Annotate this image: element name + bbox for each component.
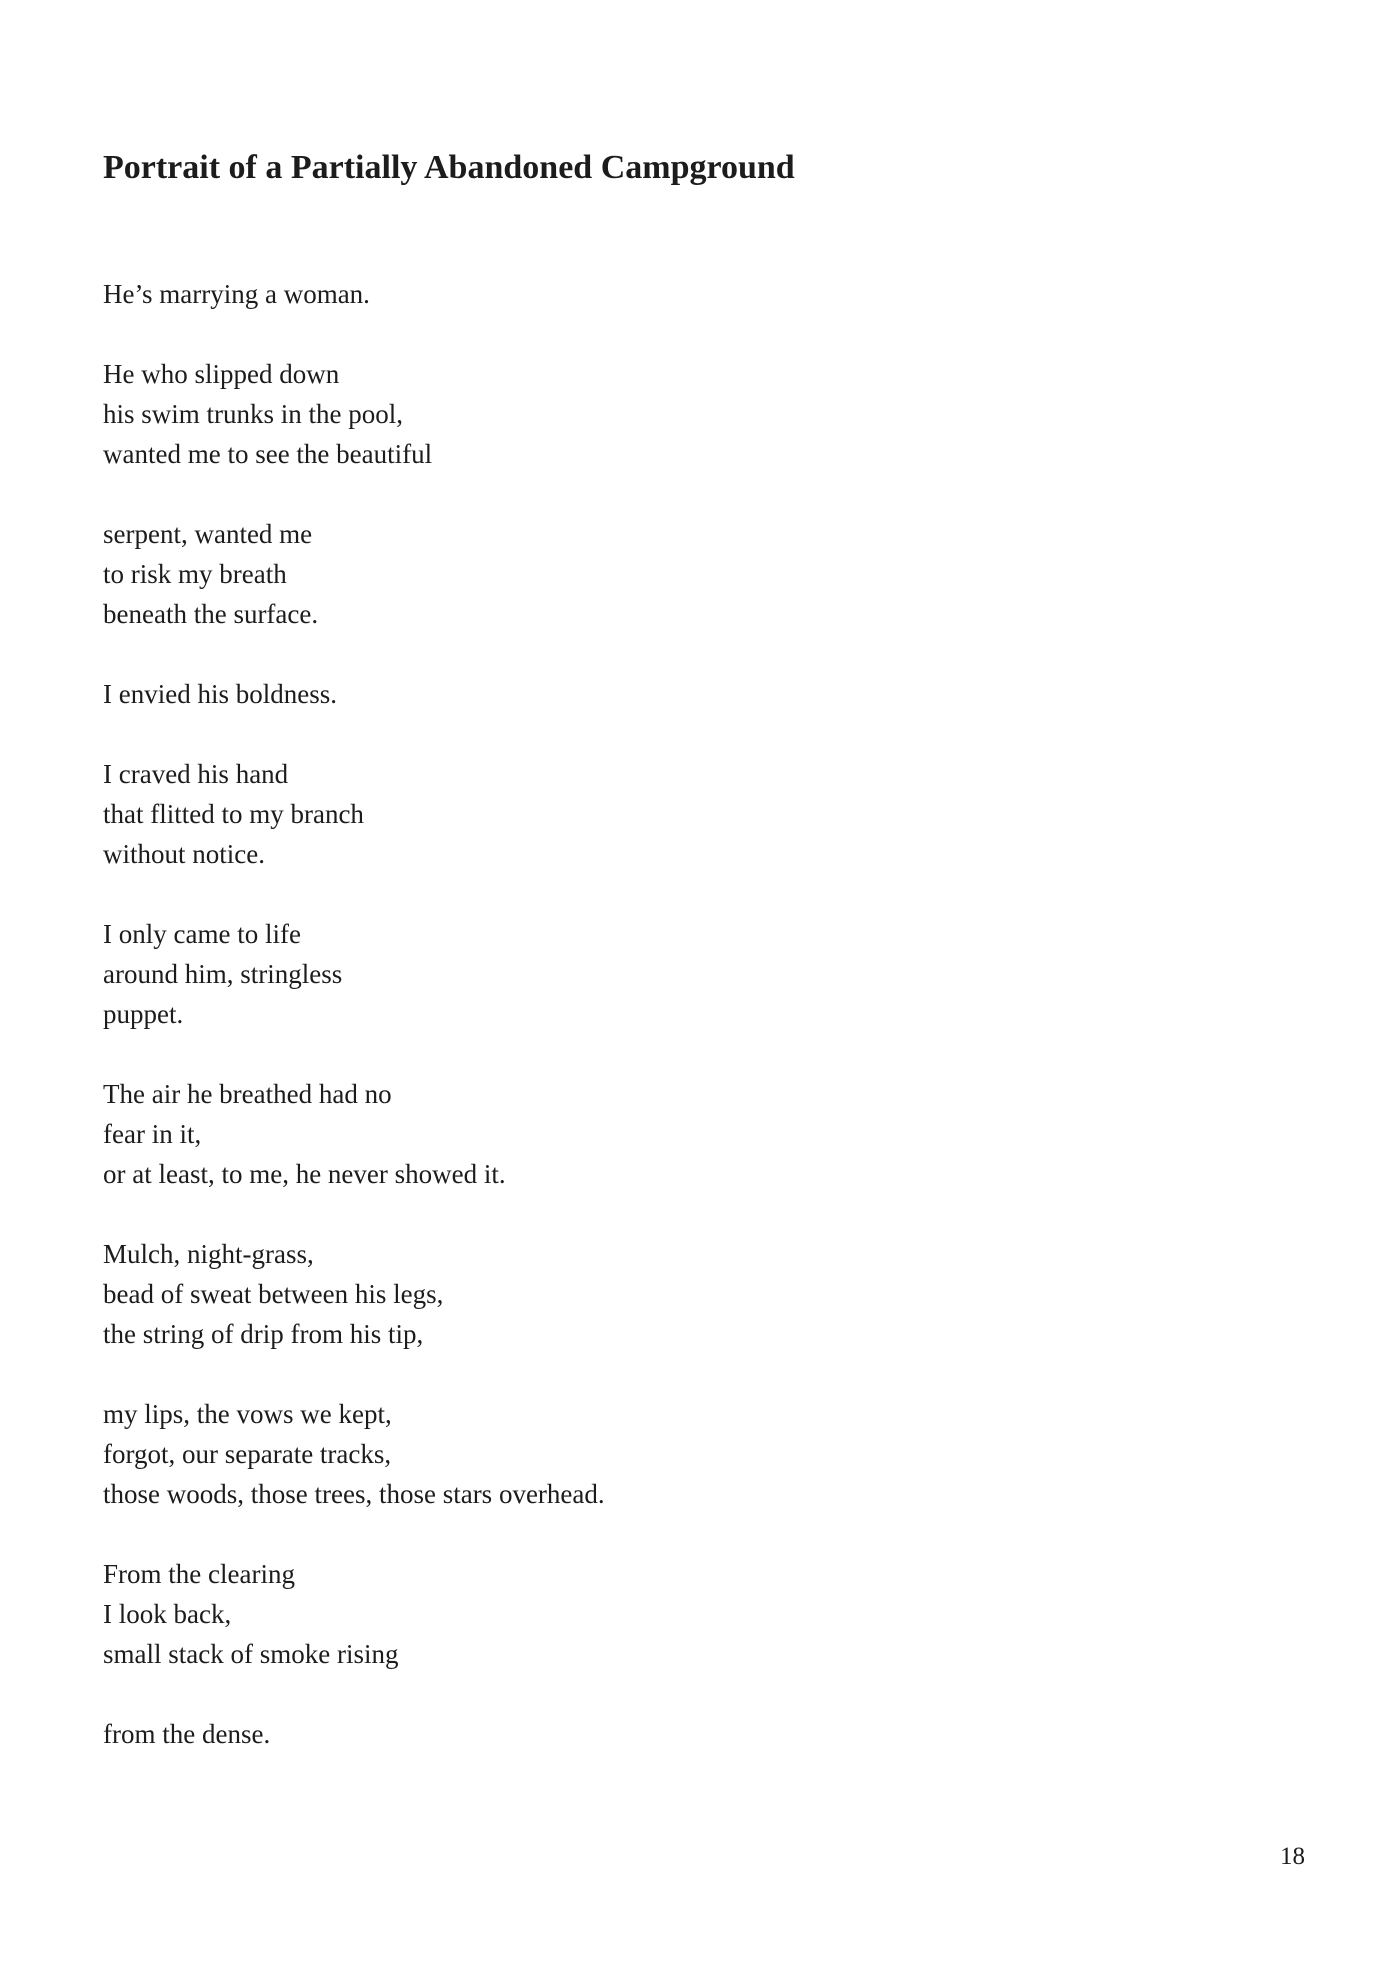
poem-line: He’s marrying a woman. [103, 279, 370, 309]
stanza [103, 914, 1253, 1034]
poem-line: around him, stringless [103, 959, 343, 989]
poem-line: serpent, wanted me [103, 519, 313, 549]
stanza [103, 274, 1253, 314]
poem-title: Portrait of a Partially Abandoned Campground [103, 149, 795, 186]
poem-line: He who slipped down [103, 359, 340, 389]
page-number: 18 [1280, 1843, 1305, 1870]
poem-line: his swim trunks in the pool, [103, 399, 404, 429]
poem-line: wanted me to see the beautiful [103, 439, 433, 469]
poem-line: I only came to life [103, 919, 301, 949]
poem-line: the string of drip from his tip, [103, 1319, 424, 1349]
poem-line: small stack of smoke rising [103, 1639, 399, 1669]
poem-line: puppet. [103, 999, 184, 1029]
poem-line: I envied his boldness. [103, 679, 337, 709]
poem-line: that flitted to my branch [103, 799, 364, 829]
stanza [103, 354, 1253, 474]
poem-line: Mulch, night-grass, [103, 1239, 314, 1269]
stanza [103, 1714, 1253, 1754]
poem-line: beneath the surface. [103, 599, 319, 629]
poem-line: I craved his hand [103, 759, 289, 789]
poem-line: to risk my breath [103, 559, 287, 589]
stanza [103, 674, 1253, 714]
stanza [103, 1554, 1253, 1674]
poem-line: my lips, the vows we kept, [103, 1399, 392, 1429]
poem-line: The air he breathed had no [103, 1079, 392, 1109]
stanza [103, 1234, 1253, 1354]
poem-line: from the dense. [103, 1719, 271, 1749]
stanza [103, 514, 1253, 634]
stanza [103, 1074, 1253, 1194]
stanza [103, 754, 1253, 874]
poem-line: From the clearing [103, 1559, 295, 1589]
poem-line: without notice. [103, 839, 265, 869]
stanza [103, 1394, 1253, 1514]
poem-line: I look back, [103, 1599, 232, 1629]
poem-line: bead of sweat between his legs, [103, 1279, 444, 1309]
poem-body [103, 274, 1253, 1794]
poem-line: fear in it, [103, 1119, 202, 1149]
poem-line: those woods, those trees, those stars overhead. [103, 1479, 605, 1509]
poem-line: or at least, to me, he never showed it. [103, 1159, 506, 1189]
poem-line: forgot, our separate tracks, [103, 1439, 392, 1469]
